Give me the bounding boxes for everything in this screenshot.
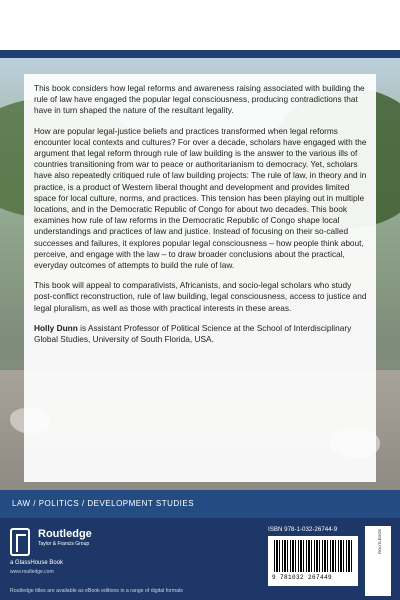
vertical-label: ROUTLEDGE [377, 529, 382, 554]
blurb-text [34, 83, 368, 354]
publisher-website: www.routledge.com [10, 569, 54, 575]
publisher-logo-block [10, 528, 160, 574]
subject-bar [0, 490, 400, 518]
barcode-digits: 9 781032 267449 [272, 574, 333, 581]
publisher-panel [0, 518, 400, 600]
blurb-paragraph-2: How are popular legal-justice beliefs and practices transformed when legal reforms encounter local contexts and cultures? For over a decade, scholars have engaged with the argument that legal reform through rule of law building is the answer to the various ills of countries transitioning from war to peace or authoritarianism to democracy. Yet, scholars have also repeatedly critiqued rule of law building projects: The rule of law, in theory and in practice, is a product of Western liberal thought and development and provides limited space for local culture, norms, and practices. This tension has been playing out in multiple locations, and in the Democratic Republic of Congo for about two decades. This book examines how rule of law reforms in the Democratic Republic of Congo shape local understandings and practices of law and justice. Instead of focusing on their so-called successes and failures, it explores popular legal consciousness – how people think about, perceive, and engage with the law – to draw broader conclusions about the practical, everyday outcomes of attempts to build the rule of law. [34, 125, 367, 271]
top-blue-strip [0, 50, 400, 58]
blurb-panel [24, 74, 376, 482]
publisher-group: Taylor & Francis Group [38, 541, 90, 547]
blurb-paragraph-1: This book considers how legal reforms and awareness raising associated with building the rule of law have engaged the popular legal consciousness, producing contradictions that have in turn shaped the nature of the resultant legality. [34, 83, 365, 116]
barcode-bars [274, 540, 352, 572]
barcode [268, 536, 358, 586]
blurb-paragraph-3: This book will appeal to comparativists, Africanists, and socio-legal scholars who study post-conflict reconstruction, rule of law building, legal consciousness, access to justice and legal pluralism, as well as those with practical interests in these areas. [34, 280, 367, 313]
ebook-note: Routledge titles are available as eBook editions in a range of digital formats [10, 588, 184, 594]
top-margin [0, 0, 400, 58]
routledge-logo-icon [10, 528, 30, 556]
author-bio [34, 323, 368, 345]
author-bio-text: is Assistant Professor of Political Science at the School of Interdisciplinary Global Studies, University of South Florida, USA. [34, 322, 352, 345]
imprint-name: a GlassHouse Book [10, 560, 64, 566]
subject-categories: LAW / POLITICS / DEVELOPMENT STUDIES [12, 499, 195, 508]
author-name: Holly Dunn [34, 322, 78, 333]
isbn-label: ISBN 978-1-032-26744-9 [268, 526, 338, 533]
vertical-label-strip [365, 526, 391, 596]
publisher-name: Routledge [38, 528, 92, 540]
